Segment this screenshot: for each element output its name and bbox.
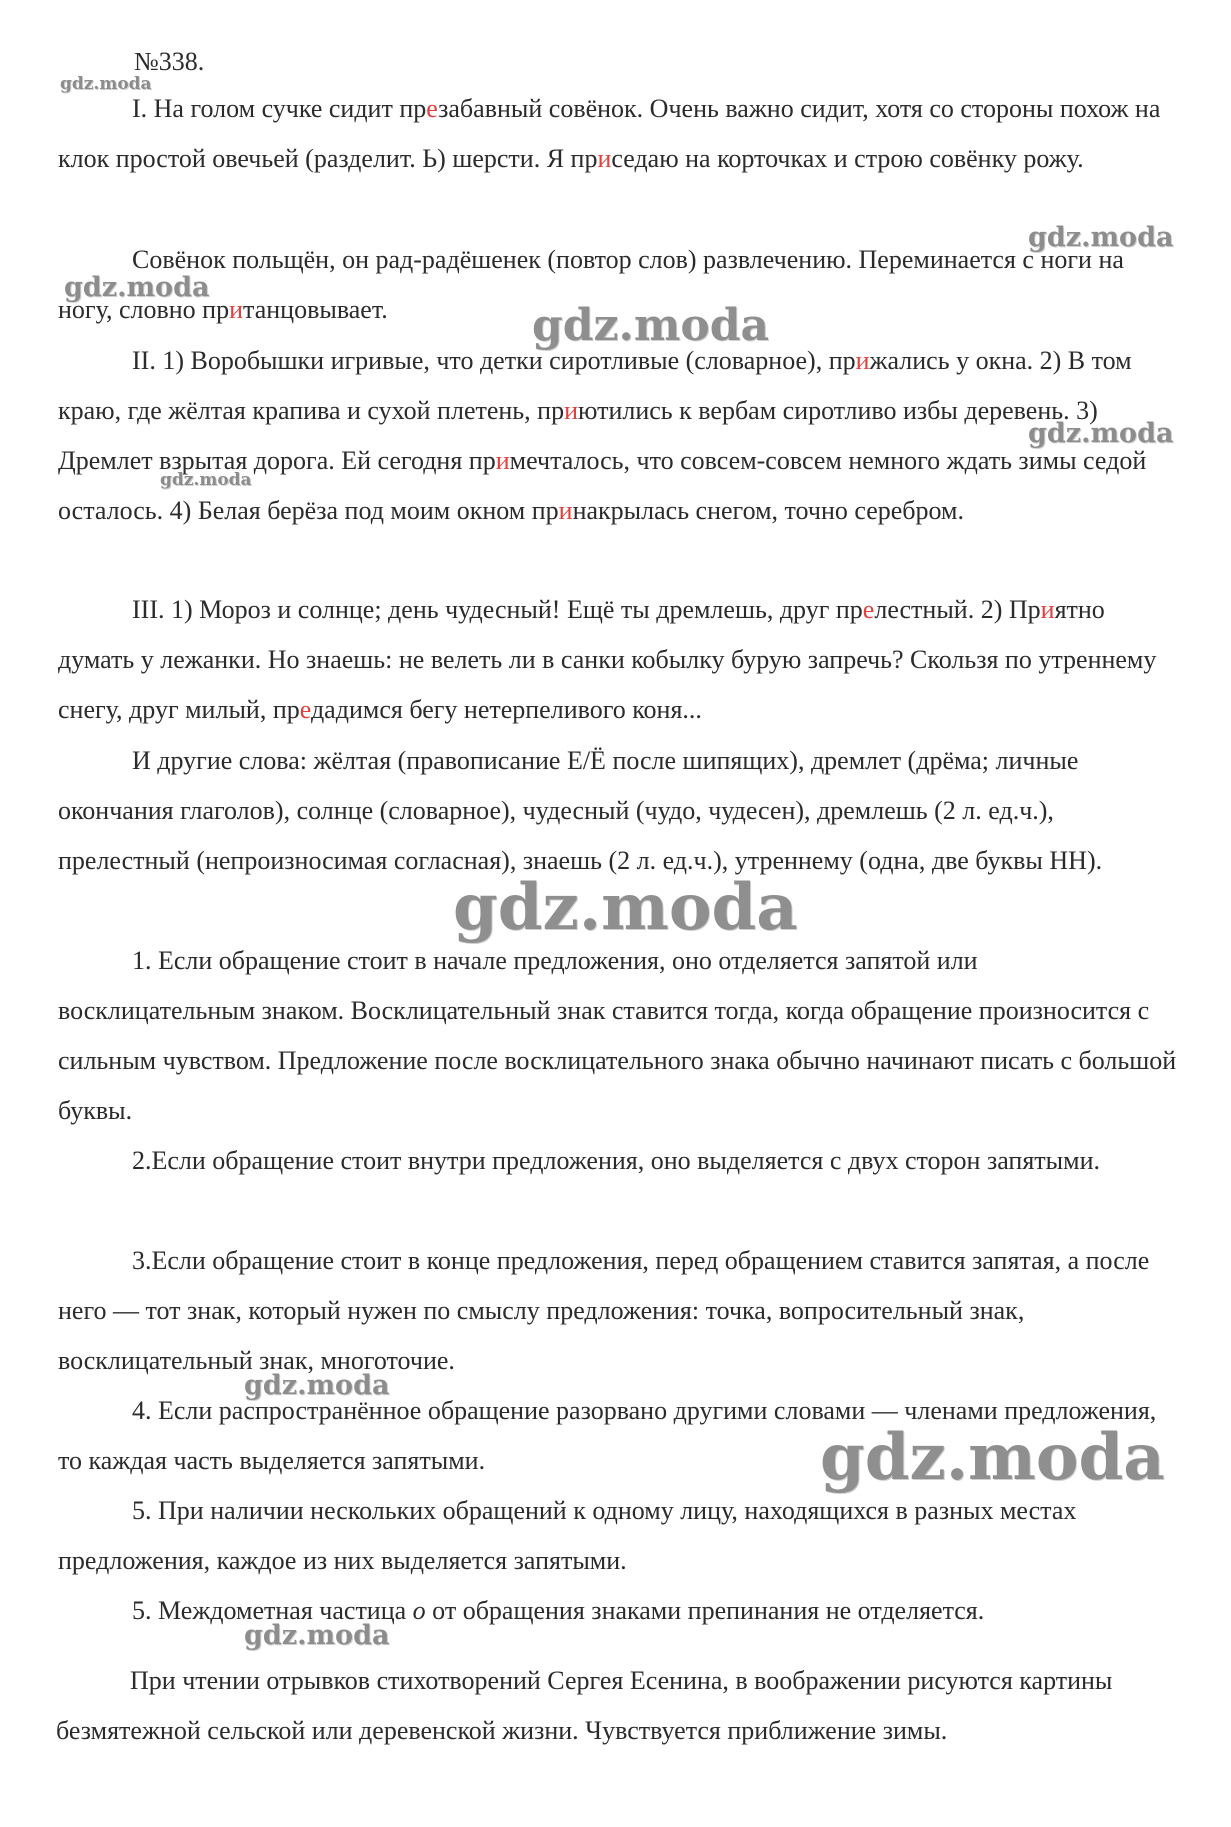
highlighted-letter: и <box>229 295 244 324</box>
highlighted-letter: и <box>597 144 612 173</box>
rule-3: 3.Если обращение стоит в конце предложения, перед обращением ставится запятая, а после него — тот знак, который нужен по смыслу предложения: точка, вопросительный знак, восклицательный знак, многоточие. <box>58 1246 1150 1375</box>
conclusion-paragraph: При чтении отрывков стихотворений Сергея Есенина, в воображении рисуются картины безмятежной сельской или деревенской жизни. Чувствуется приближение зимы. <box>56 1666 1113 1745</box>
highlighted-letter: и <box>855 346 870 375</box>
highlighted-letter: и <box>558 496 573 525</box>
watermark-logo: gdz.moda <box>160 470 252 490</box>
watermark-logo: gdz.moda <box>60 74 152 94</box>
watermark-logo: gdz.moda <box>532 300 770 351</box>
watermark-logo: gdz.moda <box>244 1620 390 1651</box>
section-1-paragraph-2: Совёнок польщён, он рад-радёшенек (повтор слов) развлечению. Переминается с ноги на ногу, словно пританцовывает. <box>58 245 1124 324</box>
section-3-paragraph: III. 1) Мороз и солнце; день чудесный! Ещё ты дремлешь, друг прелестный. 2) Приятно думать у лежанки. Но знаешь: не велеть ли в санки кобылку бурую запречь? Скользя по утреннему снегу, друг милый, предадимся бегу нетерпеливого коня... <box>58 595 1157 724</box>
highlighted-letter: е <box>426 94 439 123</box>
other-words-paragraph: И другие слова: жёлтая (правописание Е/Ё после шипящих), дремлет (дрёма; личные окончания глаголов), солнце (словарное), чудесный (чудо, чудесен), дремлешь (2 л. ед.ч.), прелестный (непроизносимая согласная), знаешь (2 л. ед.ч.), утреннему (одна, две буквы НН). <box>58 746 1103 875</box>
watermark-logo: gdz.moda <box>64 272 210 303</box>
rule-5: 5. При наличии нескольких обращений к одному лицу, находящихся в разных местах предложения, каждое из них выделяется запятыми. <box>58 1496 1077 1575</box>
watermark-logo: gdz.moda <box>453 870 798 945</box>
highlighted-letter: и <box>495 446 510 475</box>
section-1-paragraph-1: I. На голом сучке сидит презабавный совёнок. Очень важно сидит, хотя со стороны похож на клок простой овечьей (разделит. Ь) шерсти. Я приседаю на корточках и строю совёнку рожу. <box>58 94 1161 173</box>
watermark-logo: gdz.moda <box>244 1370 390 1401</box>
rule-1: 1. Если обращение стоит в начале предложения, оно отделяется запятой или восклицательным знаком. Восклицательный знак ставится тогда, когда обращение произносится с сильным чувством. Предложение после восклицательного знака обычно начинают писать с большой буквы. <box>58 946 1177 1125</box>
highlighted-letter: и <box>564 396 578 425</box>
rule-4: 4. Если распространённое обращение разорвано другими словами — членами предложения, то каждая часть выделяется запятыми. <box>58 1396 1157 1475</box>
task-number: №338. <box>134 47 205 76</box>
highlighted-letter: и <box>1040 595 1055 624</box>
section-2-paragraph: II. 1) Воробышки игривые, что детки сиротливые (словарное), прижались у окна. 2) В том краю, где жёлтая крапива и сухой плетень, приютились к вербам сиротливо избы деревень. 3) Дремлет взрытая дорога. Ей сегодня примечталось, что совсем-совсем немного ждать зимы седой осталось. 4) Белая берёза под моим окном принакрылась снегом, точно серебром. <box>58 346 1147 525</box>
rule-2: 2.Если обращение стоит внутри предложения, оно выделяется с двух сторон запятыми. <box>132 1146 1100 1175</box>
watermark-logo: gdz.moda <box>1028 222 1174 253</box>
watermark-logo: gdz.moda <box>1028 418 1174 449</box>
rule-6: 5. Междометная частица о от обращения знаками препинания не отделяется. <box>132 1596 985 1625</box>
watermark-logo: gdz.moda <box>820 1420 1165 1495</box>
highlighted-letter: е <box>299 695 311 724</box>
highlighted-letter: е <box>862 595 875 624</box>
